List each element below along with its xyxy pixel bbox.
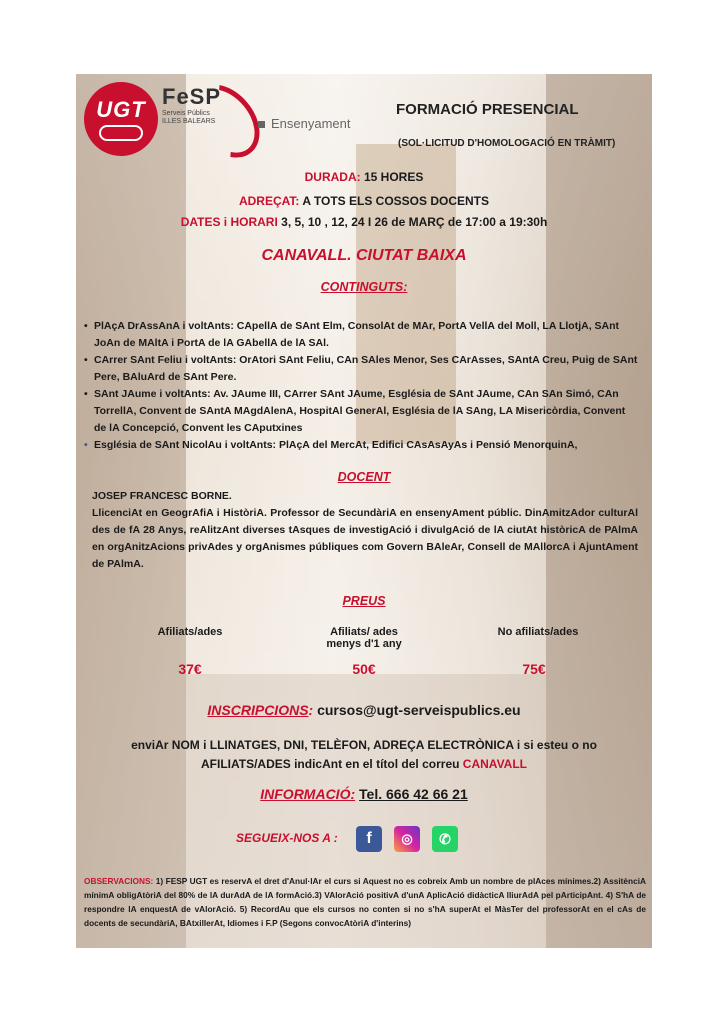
list-item: • CArrer SAnt Feliu i voltAnts: OrAtori SAnt Feliu, CAn SAles Menor, Ses CArAsses, SAntA Creu, Puig de SAnt Pere, BAluArd de SAnt Pere. (84, 354, 638, 383)
list-item: • SAnt JAume i voltAnts: Av. JAume III, CArrer SAnt JAume, Església de SAnt JAume, CAn SAn Simó, CAn TorrellA, Convent de SAntA MAgdAlenA, HospitAl GenerAl, Església de lA SAng, LA Misericòrdia, Convent de lA Concepció, Convent les CAputxines (84, 388, 626, 434)
observations (84, 874, 646, 930)
square-icon (258, 121, 265, 128)
adrecat-label: ADREÇAT: (238, 194, 300, 208)
price-label: Afiliats/ ades (330, 626, 398, 638)
subject-keyword: CANAVALL (462, 757, 528, 771)
logo-text: UGT (96, 97, 146, 122)
social-label-text: SEGUEIX-NOS A : (236, 831, 338, 845)
list-item: • PlAçA DrAssAnA i voltAnts: CApellA de SAnt Elm, ConsolAt de MAr, PortA VellA del Moll, LA LlotjA, SAnt JoAn de MAltA i PortA de lA GAbellA de lA SAl. (84, 320, 620, 349)
list-item-text: Església de SAnt NicolAu i voltAnts: PlAçA del MercAt, Edifici CAsAsAyAs i Pensió MenorquinA, (94, 439, 578, 451)
instagram-icon[interactable]: ◎ (394, 826, 420, 852)
contents-list (84, 318, 640, 454)
docent-heading-text: DOCENT (337, 470, 391, 484)
continguts-heading-text: CONTINGUTS: (320, 280, 408, 294)
preus-heading (76, 594, 652, 608)
price-label-sub: menys d'1 any (326, 638, 402, 650)
section-label (258, 116, 351, 131)
handshake-icon (99, 125, 143, 141)
dates-label: DATES i HORARI (180, 215, 278, 229)
fesp-logo (162, 84, 238, 146)
course-title: CANAVALL. CIUTAT BAIXA (261, 247, 467, 264)
fesp-sub2: ILLES BALEARS (162, 118, 216, 125)
social-label (236, 831, 338, 845)
dates-value: 3, 5, 10 , 12, 24 I 26 de MARÇ de 17:00 a 19:30h (281, 215, 548, 229)
list-item-text: CArrer SAnt Feliu i voltAnts: OrAtori SAnt Feliu, CAn SAles Menor, Ses CArAsses, SAntA Creu, Puig de SAnt Pere, BAluArd de SAnt Pere. (94, 354, 638, 383)
docent-bio-text: LlicenciAt en GeogrAfiA i HistòriA. Professor de SecundàriA en ensenyAment públic. DinAmitzAdor culturAl des de fA 28 Anys, reAlitzAnt diverses tAsques de investigAció i divulgAció de lA ciutAt històricA de PAlmA en orgAnitzAcions privAdes y orgAnismes públiques com Govern BAleAr, Consell de MAllorcA i AjuntAment de PAlmA. (92, 507, 638, 570)
price-column-afiliats-nou (284, 626, 444, 650)
price-value: 37€ (178, 661, 202, 677)
page-title: FORMACIÓ PRESENCIAL (396, 101, 579, 118)
inscripcions-instructions-2 (76, 757, 652, 771)
price-label: No afiliats/ades (497, 626, 579, 638)
durada-label: DURADA: (304, 170, 361, 184)
docent-heading (76, 470, 652, 484)
informacio-label: INFORMACIÓ: (260, 786, 356, 802)
fesp-sub1: Serveis Públics (162, 110, 210, 117)
facebook-icon[interactable]: f (356, 826, 382, 852)
email-link[interactable]: cursos@ugt-serveispublics.eu (317, 702, 521, 718)
price-value: 75€ (522, 661, 546, 677)
inscripcions-instructions-1: enviAr NOM i LLINATGES, DNI, TELÈFON, ADREÇA ELECTRÒNICA i si esteu o no (131, 738, 597, 752)
list-item-text: SAnt JAume i voltAnts: Av. JAume III, CArrer SAnt JAume, Església de SAnt JAume, CAn SAn Simó, CAn TorrellA, Convent de SAntA MAgdAlenA, HospitAl GenerAl, Església de lA SAng, LA Misericòrdia, Convent de lA Concepció, Convent les CAputxines (94, 388, 626, 434)
fesp-text: FeSP (162, 84, 222, 109)
inscripcions-label: INSCRIPCIONS (207, 702, 309, 718)
page-subtitle: (SOL·LICITUD D'HOMOLOGACIÓ EN TRÀMIT) (398, 138, 616, 149)
preus-heading-text: PREUS (342, 594, 386, 608)
instructions-text: AFILIATS/ADES indicAnt en el títol del correu (200, 757, 460, 771)
section-text: Ensenyament (271, 116, 351, 131)
price-column-afiliats (110, 626, 270, 638)
docent-bio (92, 488, 638, 573)
whatsapp-icon[interactable]: ✆ (432, 826, 458, 852)
price-column-no-afiliats (458, 626, 618, 638)
list-item-text: PlAçA DrAssAnA i voltAnts: CApellA de SAnt Elm, ConsolAt de MAr, PortA VellA del Moll, LA LlotjA, SAnt JoAn de MAltA i PortA de lA GAbellA de lA SAl. (94, 320, 620, 349)
poster (76, 74, 652, 948)
price-label: Afiliats/ades (157, 626, 223, 638)
phone-link[interactable]: Tel. 666 42 66 21 (359, 786, 468, 802)
continguts-heading (76, 280, 652, 294)
informacio-line (76, 786, 652, 802)
docent-name: JOSEP FRANCESC BORNE. (92, 490, 232, 502)
list-item: • Església de SAnt NicolAu i voltAnts: PlAçA del MercAt, Edifici CAsAsAyAs i Pensió MenorquinA, (84, 439, 578, 451)
adrecat-line (76, 194, 652, 208)
observations-label: OBSERVACIONS: (84, 876, 154, 886)
inscripcions-line: INSCRIPCIONS: cursos@ugt-serveispublics.eu (207, 702, 521, 718)
observations-text: 1) FESP UGT es reservA el dret d'Anul·lAr el curs si Aquest no es cobreix Amb un nombre de plAces mínimes.2) AssitènciA mínimA obligAtòriA del 80% de lA durAdA de lA formAció.3) VAlorAció positivA d'unA AplicAció didàcticA lliurAdA pel pArticipAnt. 4) S'hA de respondre lA enquestA de vAlorAció. 5) RecordAu que els cursos no conten si no s'hA superAt el MàsTer del professorAt en el cAs de docents de secundàriA, BAtxillerAt, Idiomes i F.P (Segons convocAtòriA d'interins) (84, 876, 646, 928)
durada-line (76, 170, 652, 184)
durada-value: 15 HORES (363, 170, 424, 184)
dates-line (76, 215, 652, 229)
price-value: 50€ (352, 661, 376, 677)
adrecat-value: A TOTS ELS COSSOS DOCENTS (302, 194, 490, 208)
ugt-logo (84, 82, 158, 156)
